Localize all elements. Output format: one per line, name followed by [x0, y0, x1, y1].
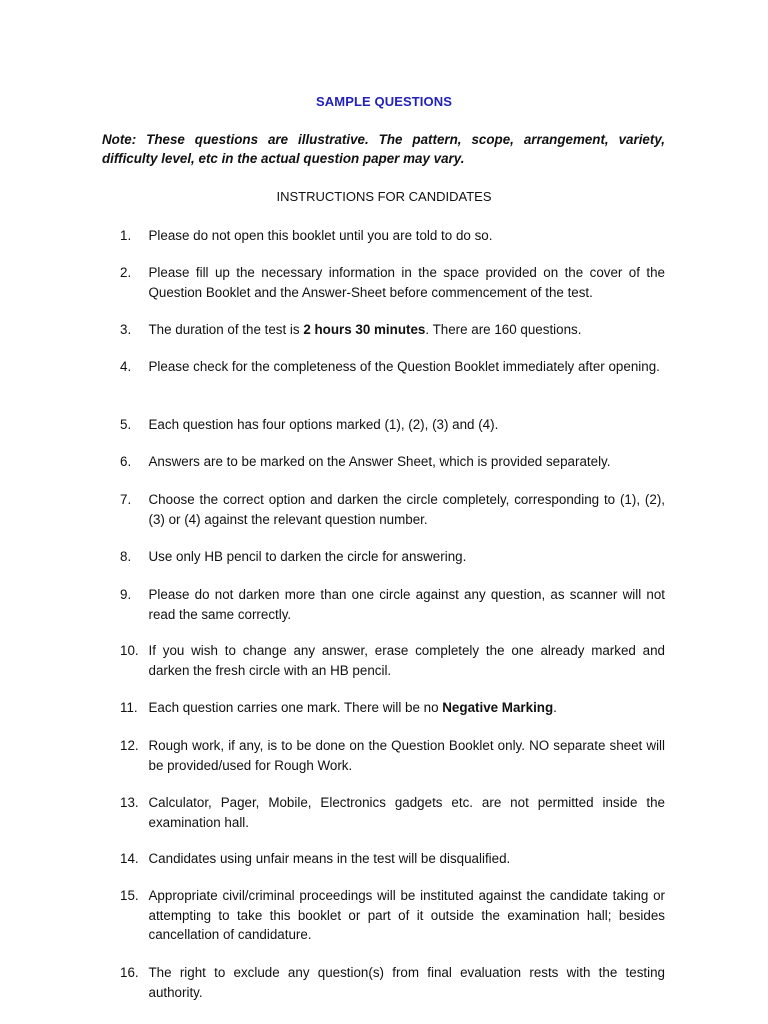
duration-emphasis: 2 hours 30 minutes [303, 322, 426, 337]
instruction-item-6 [120, 452, 665, 472]
item-text: Rough work, if any, is to be done on the Question Booklet only. NO separate sheet will be provided/used for Rough Work. [148, 738, 665, 773]
instruction-item-2 [120, 263, 665, 302]
item-number: 2. [120, 265, 132, 280]
item-number: 12. [120, 738, 139, 753]
item-number: 10. [120, 643, 139, 658]
instruction-item-9 [120, 585, 665, 624]
instruction-item-15 [120, 886, 665, 945]
instruction-item-8 [120, 547, 665, 567]
item-text: Candidates using unfair means in the test will be disqualified. [148, 851, 511, 866]
item-text: Choose the correct option and darken the circle completely, corresponding to (1), (2), (3) or (4) against the relevant question number. [148, 492, 665, 527]
item-text: Please do not open this booklet until you are told to do so. [148, 228, 493, 243]
item-number: 6. [120, 454, 132, 469]
item-text: Appropriate civil/criminal proceedings will be instituted against the candidate taking or attempting to take this booklet or part of it outside the examination hall; besides cancellation of candidature. [148, 888, 665, 942]
item-text: If you wish to change any answer, erase completely the one already marked and darken the fresh circle with an HB pencil. [148, 643, 665, 678]
item-text: Each question carries one mark. There will be no Negative Marking. [148, 700, 557, 715]
negative-marking-emphasis: Negative Marking [442, 700, 554, 715]
instruction-item-3 [120, 320, 665, 340]
item-text: The right to exclude any question(s) from final evaluation rests with the testing authority. [148, 965, 665, 1000]
item-number: 3. [120, 322, 132, 337]
item-text: The duration of the test is 2 hours 30 minutes. There are 160 questions. [148, 322, 582, 337]
item-number: 9. [120, 587, 132, 602]
item-number: 1. [120, 228, 132, 243]
item-text: Please fill up the necessary information in the space provided on the cover of the Question Booklet and the Answer-Sheet before commencement of the test. [148, 265, 665, 300]
item-number: 14. [120, 851, 139, 866]
instruction-item-10 [120, 641, 665, 680]
instruction-item-11 [120, 698, 665, 718]
item-text: Each question has four options marked (1), (2), (3) and (4). [148, 417, 499, 432]
instruction-item-7 [120, 490, 665, 529]
instruction-item-16 [120, 963, 665, 1002]
item-number: 4. [120, 359, 132, 374]
instruction-item-12 [120, 736, 665, 775]
note-paragraph: Note: These questions are illustrative. The pattern, scope, arrangement, variety, difficulty level, etc in the actual question paper may vary. [102, 132, 665, 166]
instruction-item-14 [120, 849, 665, 869]
item-number: 7. [120, 492, 132, 507]
item-text: Use only HB pencil to darken the circle for answering. [148, 549, 467, 564]
item-number: 15. [120, 888, 139, 903]
item-number: 13. [120, 795, 139, 810]
item-text: Calculator, Pager, Mobile, Electronics gadgets etc. are not permitted inside the examination hall. [148, 795, 665, 830]
instruction-item-1 [120, 226, 665, 246]
instruction-item-5 [120, 415, 665, 435]
item-number: 11. [120, 700, 138, 715]
item-number: 16. [120, 965, 139, 980]
instruction-item-13 [120, 793, 665, 832]
item-text: Please do not darken more than one circle against any question, as scanner will not read the same correctly. [148, 587, 665, 622]
page-title: SAMPLE QUESTIONS [316, 94, 452, 109]
item-text: Please check for the completeness of the Question Booklet immediately after opening. [148, 359, 660, 374]
instruction-item-4 [120, 357, 665, 377]
item-text: Answers are to be marked on the Answer Sheet, which is provided separately. [148, 454, 611, 469]
item-number: 8. [120, 549, 132, 564]
item-number: 5. [120, 417, 132, 432]
instructions-title: INSTRUCTIONS FOR CANDIDATES [276, 189, 492, 204]
